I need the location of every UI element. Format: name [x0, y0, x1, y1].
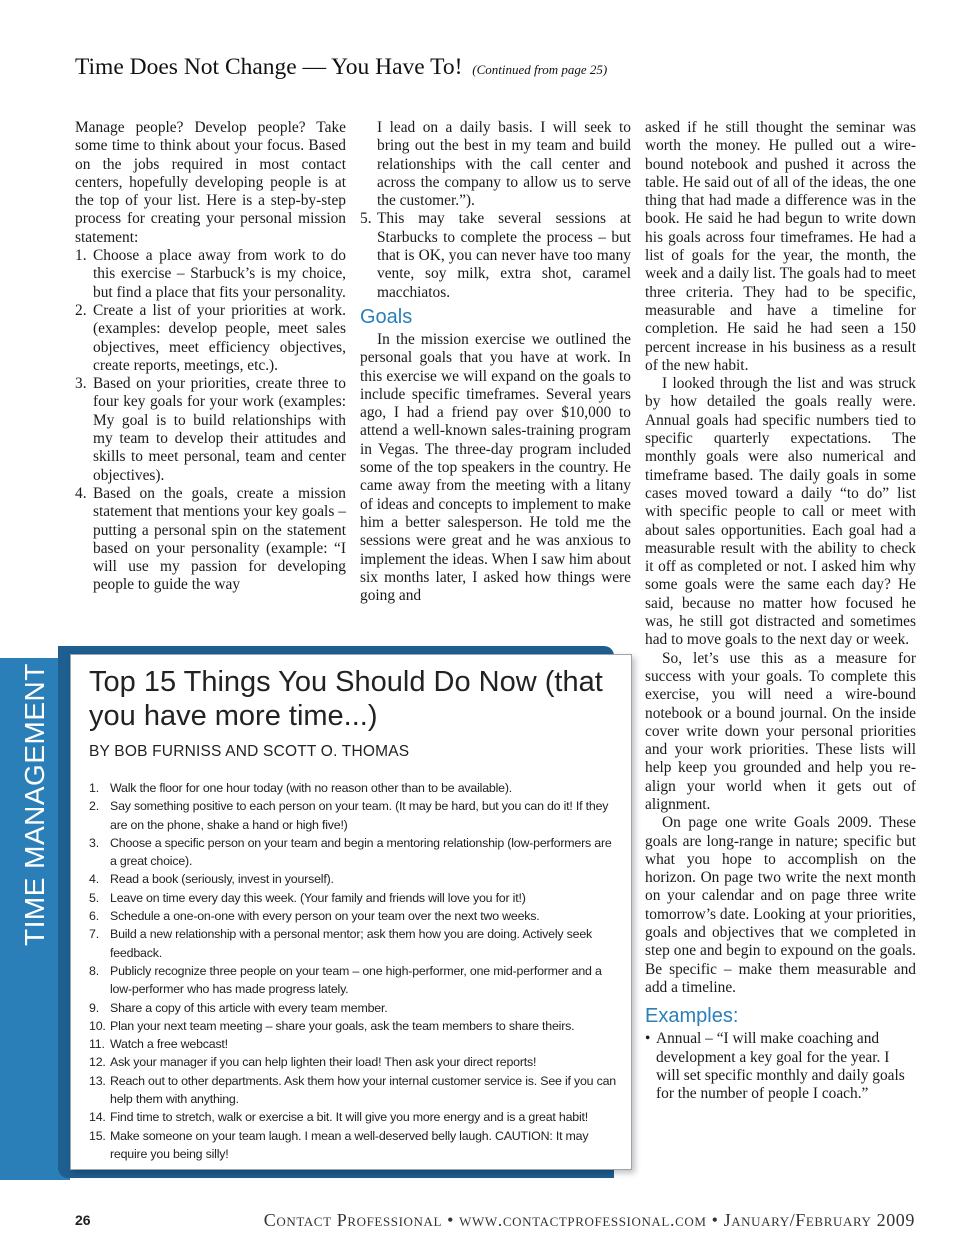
mission-step	[75, 247, 346, 302]
tip-number: 15.	[89, 1128, 106, 1143]
step4-continuation: I lead on a daily basis. I will seek to bring out the best in my team and build relationships with the call center and across the company to allow us to serve the customer.”).	[377, 119, 631, 210]
tip-item	[89, 1017, 619, 1035]
tip-item	[89, 962, 619, 999]
goals-heading: Goals	[360, 305, 413, 328]
tip-text: Leave on time every day this week. (Your family and friends will love you for it!)	[110, 890, 526, 905]
example-text: Annual – “I will make coaching and development a key goal for the year. I will set specific monthly and daily goals for the number of people I coach.”	[656, 1030, 905, 1103]
tip-text: Say something positive to each person on your team. (It may be hard, but you can do it! If they are on the phone, shake a hand or high five!)	[110, 799, 609, 832]
tip-text: Choose a specific person on your team and begin a mentoring relationship (low-performers are a great choice).	[110, 835, 612, 869]
col3-paragraph-3: So, let’s use this as a measure for success with your goals. To complete this exercise, you will need a wire-bound notebook or a bound journal. On the inside cover write down your personal priorities and your work priorities. These lists will help keep you grounded and help you re-align your world when it gets out of alignment.	[645, 649, 916, 813]
col1-intro-paragraph: Manage people? Develop people? Take some time to think about your focus. Based on the jobs required in most contact centers, hopefully developing people is at the top of your list. Here is a step-by-step process for creating your personal mission statement:	[75, 119, 346, 246]
article-column-2	[360, 119, 631, 605]
tip-number: 12.	[89, 1055, 106, 1070]
tip-number: 13.	[89, 1073, 106, 1088]
step-text: Based on your priorities, create three to four key goals for your work (examples: My goal is to build relationships with my team to develop their attitudes and skills to meet personal, team and center objectives).	[93, 375, 346, 484]
step-text: This may take several sessions at Starbucks to complete the process – but that is OK, you can never have too many vente, soy milk, extra shot, caramel macchiatos.	[377, 210, 631, 301]
goals-paragraph: In the mission exercise we outlined the personal goals that you have at work. In this exercise we will expand on the goals to include specific timeframes. Several years ago, I had a friend pay over $10,000 to attend a well-known sales-training program in Vegas. The three-day program included some of the top speakers in the country. He came away from the meeting with a litany of ideas and concepts to implement to make him a better salesperson. He told me the sessions were great and he was anxious to implement the ideas. When I saw him about six months later, I asked how things were going and	[360, 330, 631, 605]
step-number: 4.	[75, 484, 87, 502]
examples-heading: Examples:	[645, 1005, 739, 1028]
tip-item	[89, 925, 619, 962]
step-number: 2.	[75, 301, 87, 319]
tip-item	[89, 1108, 619, 1126]
step-text: Create a list of your priorities at work. (examples: develop people, meet sales objectives, meet efficiency objectives, create reports, meetings, etc.).	[93, 301, 346, 374]
tip-text: Make someone on your team laugh. I mean a well-deserved belly laugh. CAUTION: It may require you being silly!	[110, 1128, 589, 1161]
mission-step	[75, 302, 346, 375]
tip-number: 4.	[89, 872, 99, 887]
bullet-glyph: •	[645, 1030, 651, 1048]
tip-number: 8.	[89, 963, 99, 978]
tip-text: Watch a free webcast!	[110, 1037, 228, 1052]
page-number: 26	[75, 1212, 91, 1228]
tip-text: Find time to stretch, walk or exercise a bit. It will give you more energy and is a great habit!	[110, 1110, 589, 1125]
tip-item	[89, 999, 619, 1017]
tip-item	[89, 1053, 619, 1071]
tip-text: Reach out to other departments. Ask them how your internal customer service is. See if you can help them with anything.	[110, 1073, 616, 1107]
page-footer	[75, 1210, 915, 1232]
col3-paragraph-1: asked if he still thought the seminar was worth the money. He pulled out a wire-bound notebook and pushed it across the table. He said out of all of the ideas, the one thing that had made a difference was in the book. He said he had begun to write down his goals across four timeframes. He had a list of goals for the year, the month, the week and a daily list. The goals had to meet three criteria. They had to be specific, measurable and have a timeline for completion. He said he had seen a 150 percent increase in his business as a result of the new habit.	[645, 119, 916, 374]
example-item	[645, 1030, 916, 1103]
article-column-1	[75, 119, 346, 595]
mission-steps-list	[75, 247, 346, 595]
tip-text: Publicly recognize three people on your team – one high-performer, one mid-performer and a low-performer who has made progress lately.	[110, 963, 602, 997]
sidebar-title: Top 15 Things You Should Do Now (that you have more time...)	[89, 666, 603, 732]
tip-number: 6.	[89, 909, 99, 924]
tip-number: 3.	[89, 835, 99, 850]
headline-title: Time Does Not Change — You Have To!	[75, 54, 463, 80]
tip-number: 5.	[89, 890, 99, 905]
tip-number: 10.	[89, 1018, 106, 1033]
step-number: 1.	[75, 247, 87, 265]
tip-number: 11.	[89, 1037, 105, 1052]
tip-number: 9.	[89, 1000, 99, 1015]
section-tab-label: TIME MANAGEMENT	[19, 663, 50, 946]
col3-paragraph-2: I looked through the list and was struck by how detailed the goals really were. Annual goals had specific numbers tied to specific quarterly expectations. The monthly goals were also numerical and timeframe based. The daily goals in some cases moved toward a daily “to do” list with specific people to call or meet with about sales opportunities. Each goal had a measurable result with the ability to check it off as completed or not. I asked him why some goals were the same each day? He said, because no matter how focused he was, he still got distracted and sometimes had to move goals to the next day or week.	[645, 375, 916, 649]
col3-paragraph-4: On page one write Goals 2009. These goals are long-range in nature; specific but what you hope to accomplish on the horizon. On page two write the next month on your calendar and on page three write tomorrow’s date. Looking at your priorities, goals and objectives that we completed in step one and begin to expound on the goals. Be specific – make them measurable and add a timeline.	[645, 814, 916, 996]
continued-note: (Continued from page 25)	[472, 62, 608, 77]
tip-item	[89, 834, 619, 871]
tip-text: Plan your next team meeting – share your goals, ask the team members to share theirs.	[110, 1018, 575, 1033]
article-headline	[75, 54, 935, 81]
tip-item	[89, 779, 619, 797]
tip-number: 1.	[89, 781, 99, 795]
tip-item	[89, 1072, 619, 1109]
step-text: Based on the goals, create a mission statement that mentions your key goals – putting a personal spin on the statement based on your personality (example: “I will use my passion for developing people to guide the way	[93, 484, 346, 594]
mission-step	[360, 210, 631, 301]
tip-text: Schedule a one-on-one with every person on your team over the next two weeks.	[110, 909, 540, 924]
examples-list	[645, 1030, 916, 1103]
tip-item	[89, 907, 619, 925]
mission-step	[75, 485, 346, 595]
tip-item	[89, 1127, 619, 1164]
tip-text: Share a copy of this article with every team member.	[110, 1000, 388, 1015]
mission-step	[75, 375, 346, 485]
tip-number: 7.	[89, 927, 99, 942]
tip-number: 14.	[89, 1110, 106, 1125]
tip-item	[89, 870, 619, 888]
tip-text: Build a new relationship with a personal mentor; ask them how you are doing. Actively seek feedback.	[110, 927, 593, 960]
tip-text: Ask your manager if you can help lighten their load! Then ask your direct reports!	[110, 1055, 537, 1070]
tip-number: 2.	[89, 799, 99, 814]
tip-text: Read a book (seriously, invest in yourself).	[110, 872, 334, 887]
tip-item	[89, 889, 619, 907]
step-number: 5.	[360, 210, 372, 228]
sidebar-byline: BY BOB FURNISS AND SCOTT O. THOMAS	[89, 743, 410, 760]
publication-footer: Contact Professional • www.contactprofessional.com • January/February 2009	[263, 1210, 915, 1230]
tip-item	[89, 1035, 619, 1053]
step-text: Choose a place away from work to do this exercise – Starbuck’s is my choice, but find a place that fits your personality.	[93, 247, 346, 301]
top-15-sidebar	[70, 654, 632, 1170]
article-column-3	[645, 119, 916, 1103]
tips-list	[89, 779, 619, 1163]
step-number: 3.	[75, 375, 87, 393]
mission-steps-list-continued	[360, 210, 631, 301]
tip-text: Walk the floor for one hour today (with no reason other than to be available).	[110, 781, 513, 795]
tip-item	[89, 797, 619, 834]
